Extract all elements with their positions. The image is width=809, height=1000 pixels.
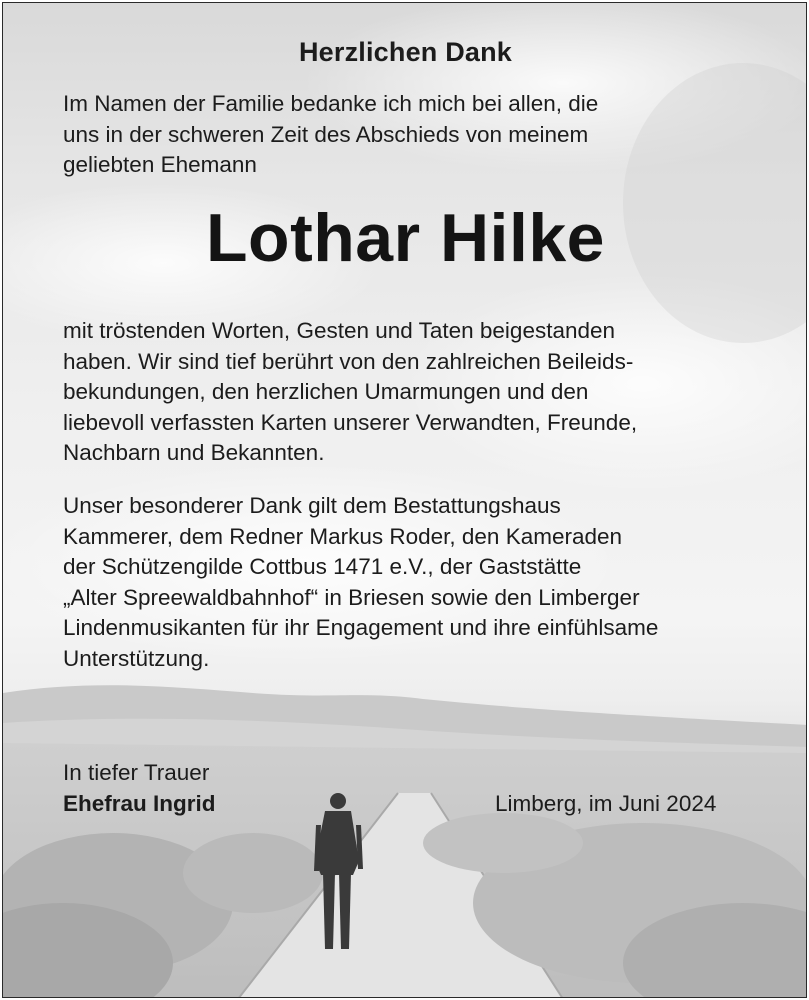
text-line: Kammerer, dem Redner Markus Roder, den Kameraden bbox=[63, 523, 623, 549]
text-line: Unser besonderer Dank gilt dem Bestattungshaus bbox=[63, 493, 561, 518]
intro-paragraph bbox=[63, 89, 753, 181]
thanks-paragraph bbox=[63, 316, 753, 469]
text-line: Unterstützung. bbox=[63, 645, 210, 671]
text-line: geliebten Ehemann bbox=[63, 152, 257, 177]
signature-block bbox=[63, 758, 216, 819]
obituary-notice bbox=[2, 2, 807, 998]
notice-text bbox=[3, 3, 807, 998]
text-line: Lindenmusikanten für ihr Engagement und ihre einfühlsame bbox=[63, 615, 659, 640]
text-line: der Schützengilde Cottbus 1471 e.V., der Gaststätte bbox=[63, 554, 582, 579]
notice-heading: Herzlichen Dank bbox=[298, 37, 513, 67]
text-line: „Alter Spreewaldbahnhof“ in Briesen sowie den Limberger bbox=[63, 584, 640, 610]
signer-name: Ehefrau Ingrid bbox=[63, 790, 216, 816]
text-line: Im Namen der Familie bedanke ich mich bei allen, die bbox=[63, 91, 599, 116]
text-line: bekundungen, den herzlichen Umarmungen und den bbox=[63, 379, 589, 404]
text-line: liebevoll verfassten Karten unserer Verwandten, Freunde, bbox=[63, 409, 638, 435]
deceased-name: Lothar Hilke bbox=[206, 200, 605, 276]
text-line: mit tröstenden Worten, Gesten und Taten beigestanden bbox=[63, 318, 616, 343]
signoff-text: In tiefer Trauer bbox=[63, 760, 210, 785]
place-date: Limberg, im Juni 2024 bbox=[495, 791, 717, 816]
special-thanks-paragraph bbox=[63, 491, 753, 674]
text-line: haben. Wir sind tief berührt von den zahlreichen Beileids- bbox=[63, 348, 634, 374]
text-line: uns in der schweren Zeit des Abschieds von meinem bbox=[63, 121, 589, 147]
text-line: Nachbarn und Bekannten. bbox=[63, 440, 325, 465]
